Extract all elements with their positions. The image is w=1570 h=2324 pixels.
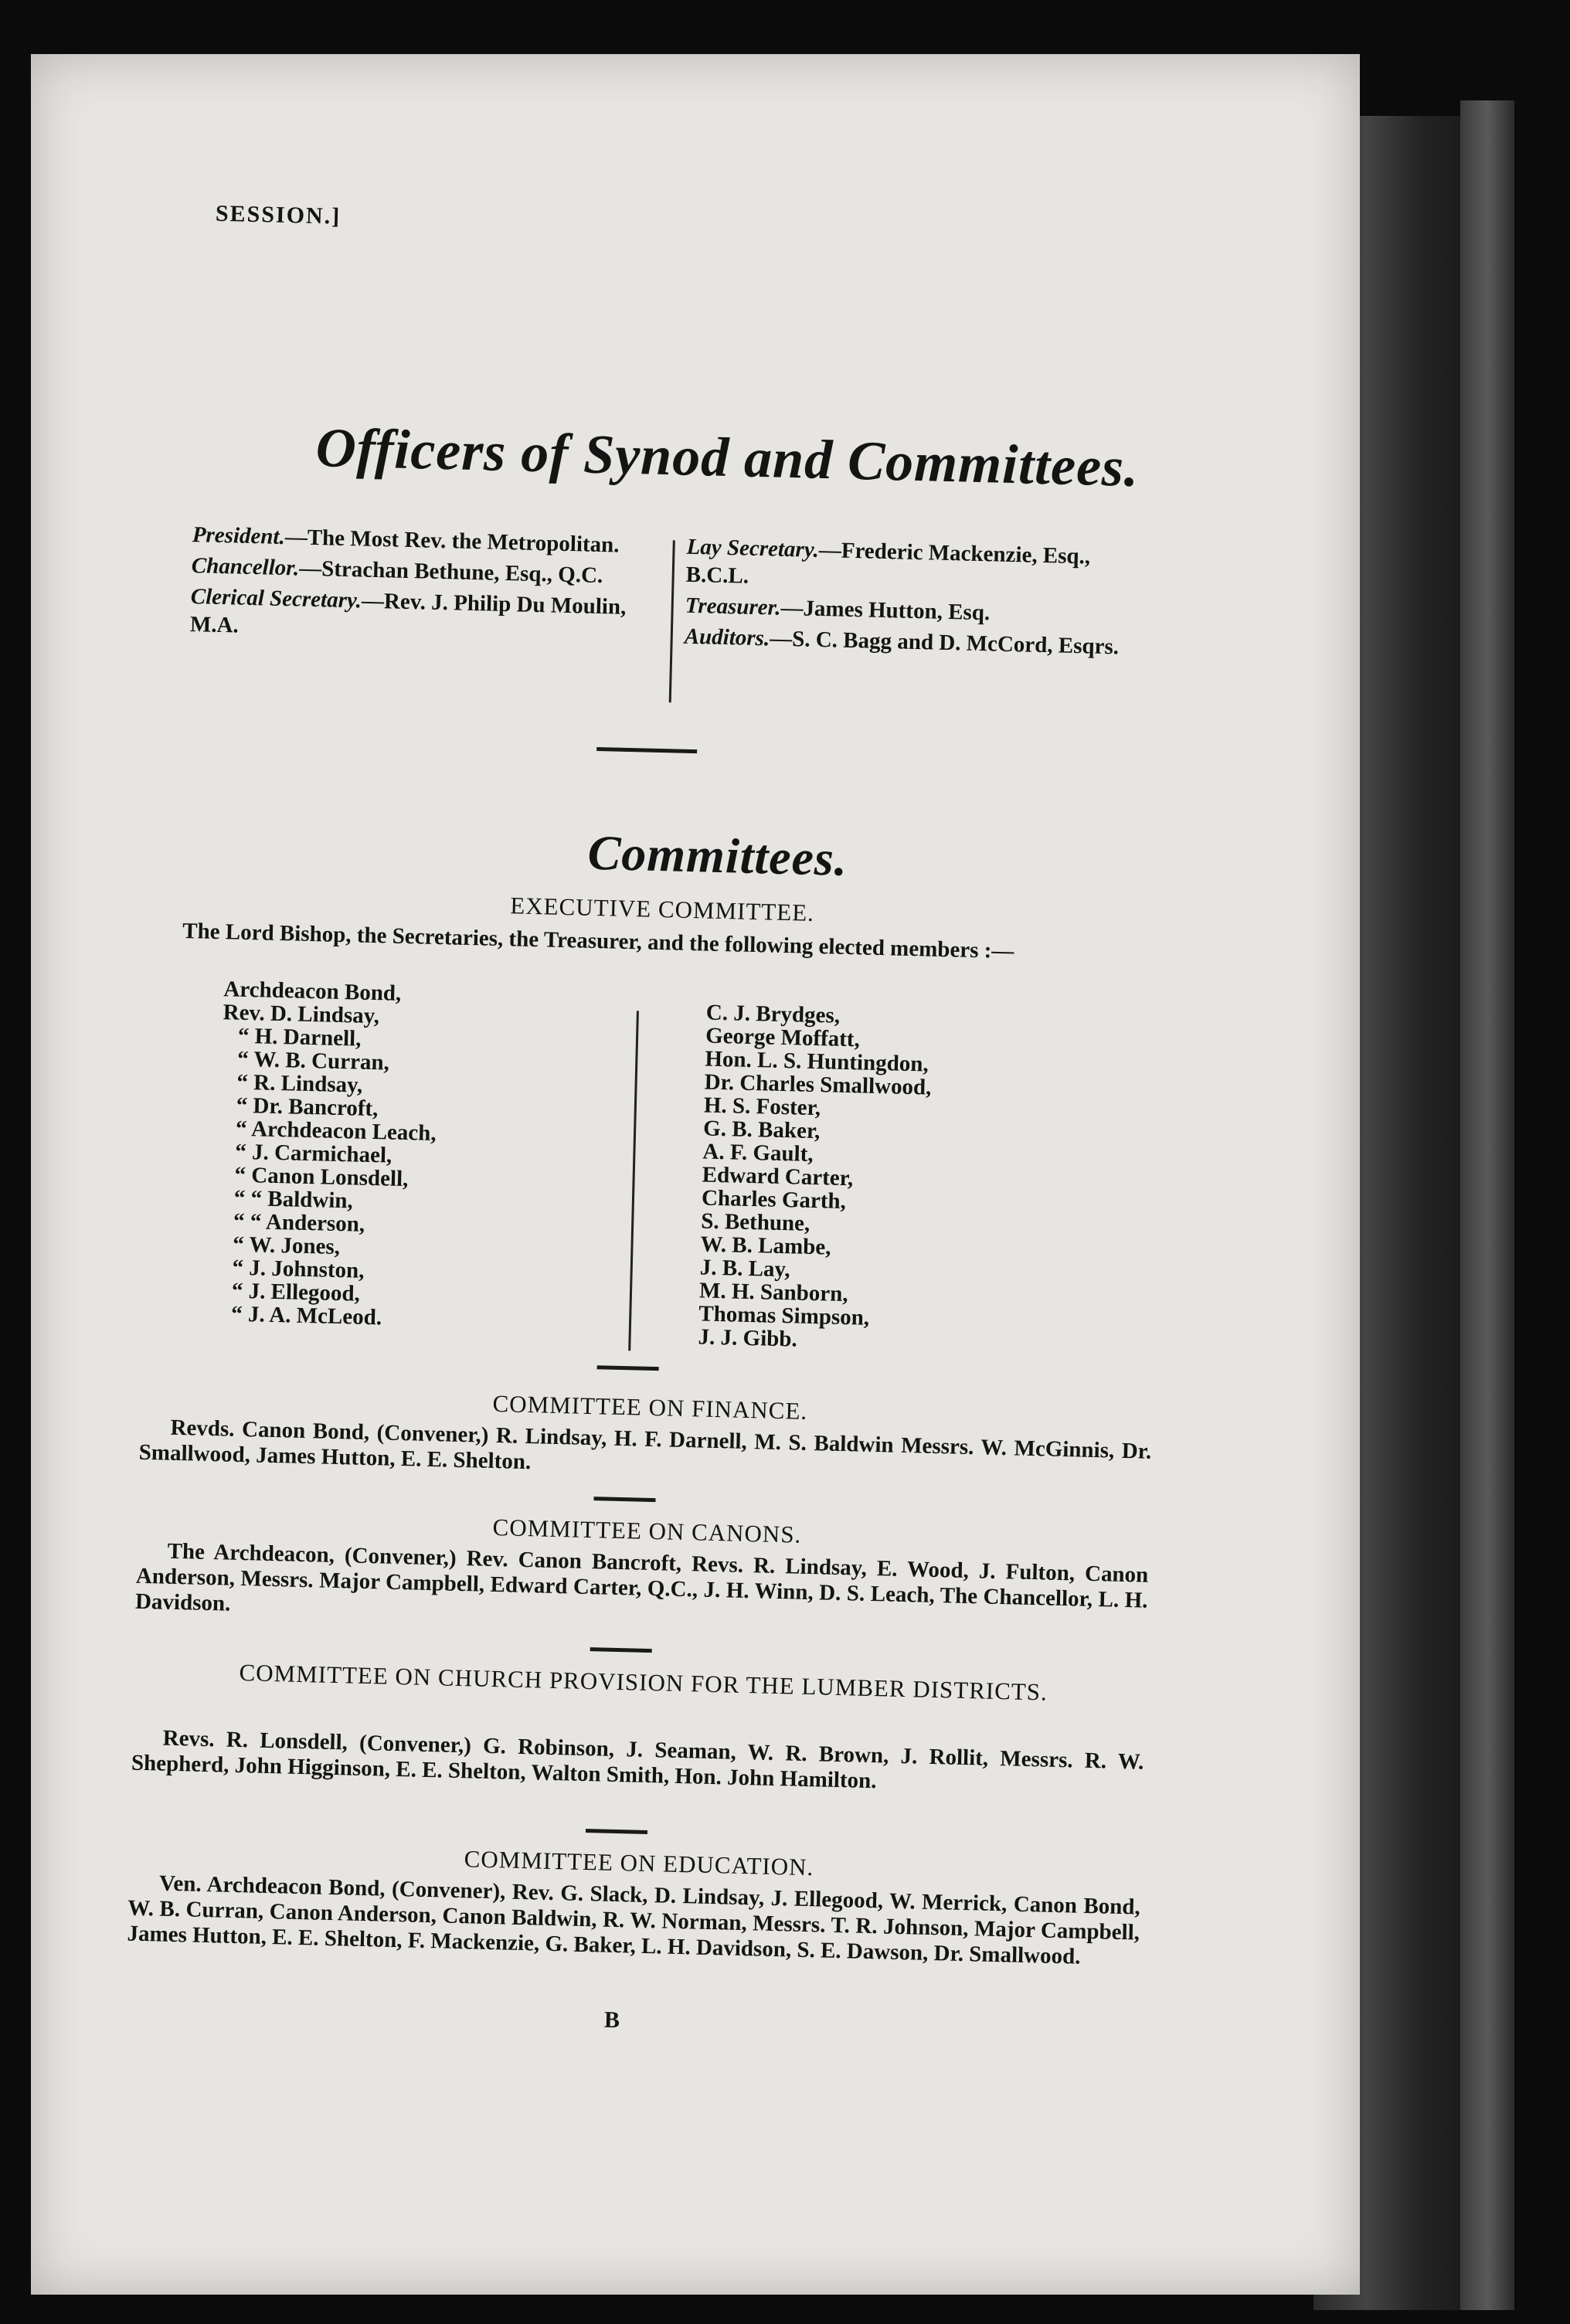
executive-heading: EXECUTIVE COMMITTEE.	[509, 892, 815, 926]
running-head: SESSION.]	[215, 200, 342, 229]
committees-title: Committees.	[586, 824, 848, 886]
executive-intro: The Lord Bishop, the Secretaries, the Treasurer, and the following elected members :—	[182, 918, 1014, 964]
lumber-heading: COMMITTEE ON CHURCH PROVISION FOR THE LUMBER DISTRICTS.	[239, 1659, 1048, 1706]
section-rule	[593, 1497, 655, 1502]
member-name: Dr. Charles Smallwood,	[704, 1069, 932, 1100]
member-name: “ “ Anderson,	[233, 1208, 365, 1237]
member-name: Archdeacon Bond,	[223, 977, 402, 1006]
book-page	[31, 54, 1360, 2295]
member-name: Hon. L. S. Huntingdon,	[705, 1046, 929, 1077]
member-name: “ J. Carmichael,	[234, 1139, 392, 1168]
member-name: A. F. Gault,	[702, 1139, 814, 1167]
education-members: Ven. Archdeacon Bond, (Convener), Rev. G. Slack, D. Lindsay, J. Ellegood, W. Merrick, Canon Bond, W. B. Curran, Canon Anderson, Canon Baldwin, R. W. Norman, Messrs. T. R. Johnson, Major Campbell, James Hutton, E. E. Shelton, F. Mackenzie, G. Baker, L. H. Davidson, S. E. Dawson, Dr. Smallwood.	[127, 1870, 1141, 1969]
section-rule	[586, 1829, 647, 1834]
page-content	[3, 39, 1386, 2311]
section-rule	[597, 1365, 659, 1371]
officers-block	[188, 521, 1166, 746]
book-cover-edge	[1460, 100, 1514, 2310]
officer-entry: Clerical Secretary.—Rev. J. Philip Du Moulin, M.A.	[189, 584, 627, 638]
member-name: George Moffatt,	[705, 1023, 861, 1052]
member-name: H. S. Foster,	[703, 1092, 821, 1121]
member-name: Charles Garth,	[701, 1185, 847, 1215]
member-name: J. B. Lay,	[699, 1255, 791, 1283]
member-name: “ W. Jones,	[232, 1232, 341, 1260]
canons-members: The Archdeacon, (Convener,) Rev. Canon Bancroft, Revs. R. Lindsay, E. Wood, J. Fulton, Canon Anderson, Messrs. Major Campbell, Edward Carter, Q.C., J. H. Winn, D. S. Leach, The Chancellor, L. H. Davidson.	[134, 1538, 1149, 1616]
officers-left-column	[189, 521, 656, 653]
finance-heading: COMMITTEE ON FINANCE.	[492, 1389, 808, 1425]
canons-heading: COMMITTEE ON CANONS.	[492, 1513, 802, 1548]
lumber-members: Revs. R. Lonsdell, (Convener,) G. Robinson, J. Seaman, W. R. Brown, J. Rollit, Messrs. R. W. Shepherd, John Higginson, E. E. Shelton, Walton Smith, Hon. John Hamilton.	[131, 1725, 1144, 1794]
executive-members-left	[216, 977, 440, 1330]
officers-right-column	[684, 533, 1150, 665]
member-name: S. Bethune,	[700, 1208, 810, 1236]
member-name: Edward Carter,	[702, 1162, 854, 1191]
member-name: M. H. Sanborn,	[698, 1278, 849, 1307]
member-name: W. B. Lambe,	[700, 1232, 831, 1260]
signature-mark: B	[603, 2006, 620, 2034]
section-rule	[596, 747, 697, 753]
finance-members: Revds. Canon Bond, (Convener,) R. Lindsay, H. F. Darnell, M. S. Baldwin Messrs. W. McGinnis, Dr. Smallwood, James Hutton, E. E. Shelton.	[138, 1415, 1152, 1475]
officer-entry: President.—The Most Rev. the Metropolitan.	[192, 522, 620, 558]
member-name: Thomas Simpson,	[698, 1301, 870, 1330]
member-name: J. J. Gibb.	[698, 1324, 798, 1352]
officer-entry: Auditors.—S. C. Bagg and D. McCord, Esqrs.	[684, 623, 1120, 660]
member-name: “ J. Ellegood,	[231, 1278, 361, 1306]
officer-entry: Chancellor.—Strachan Bethune, Esq., Q.C.	[191, 553, 603, 589]
member-name: “ Dr. Bancroft,	[236, 1092, 379, 1122]
officer-entry: Lay Secretary.—Frederic Mackenzie, Esq., B.C.L.	[685, 534, 1091, 589]
column-divider	[628, 1011, 639, 1351]
member-name: “ R. Lindsay,	[236, 1069, 363, 1098]
member-name: “ Archdeacon Leach,	[235, 1116, 437, 1147]
member-name: “ Canon Lonsdell,	[234, 1162, 409, 1192]
executive-members-right	[698, 1001, 933, 1354]
column-divider	[669, 540, 675, 702]
member-name: G. B. Baker,	[702, 1116, 821, 1144]
member-name: Rev. D. Lindsay,	[223, 1000, 380, 1029]
officer-entry: Treasurer.—James Hutton, Esq.	[685, 593, 991, 626]
member-name: “ J. A. McLeod.	[230, 1301, 382, 1330]
member-name: “ H. Darnell,	[237, 1023, 362, 1052]
member-name: “ W. B. Curran,	[236, 1046, 390, 1075]
education-heading: COMMITTEE ON EDUCATION.	[464, 1845, 814, 1881]
member-name: “ “ Baldwin,	[233, 1185, 354, 1214]
page-title: Officers of Synod and Committees.	[314, 416, 1140, 499]
section-rule	[590, 1647, 652, 1653]
member-name: C. J. Brydges,	[705, 1000, 841, 1028]
member-name: “ J. Johnston,	[232, 1255, 365, 1283]
